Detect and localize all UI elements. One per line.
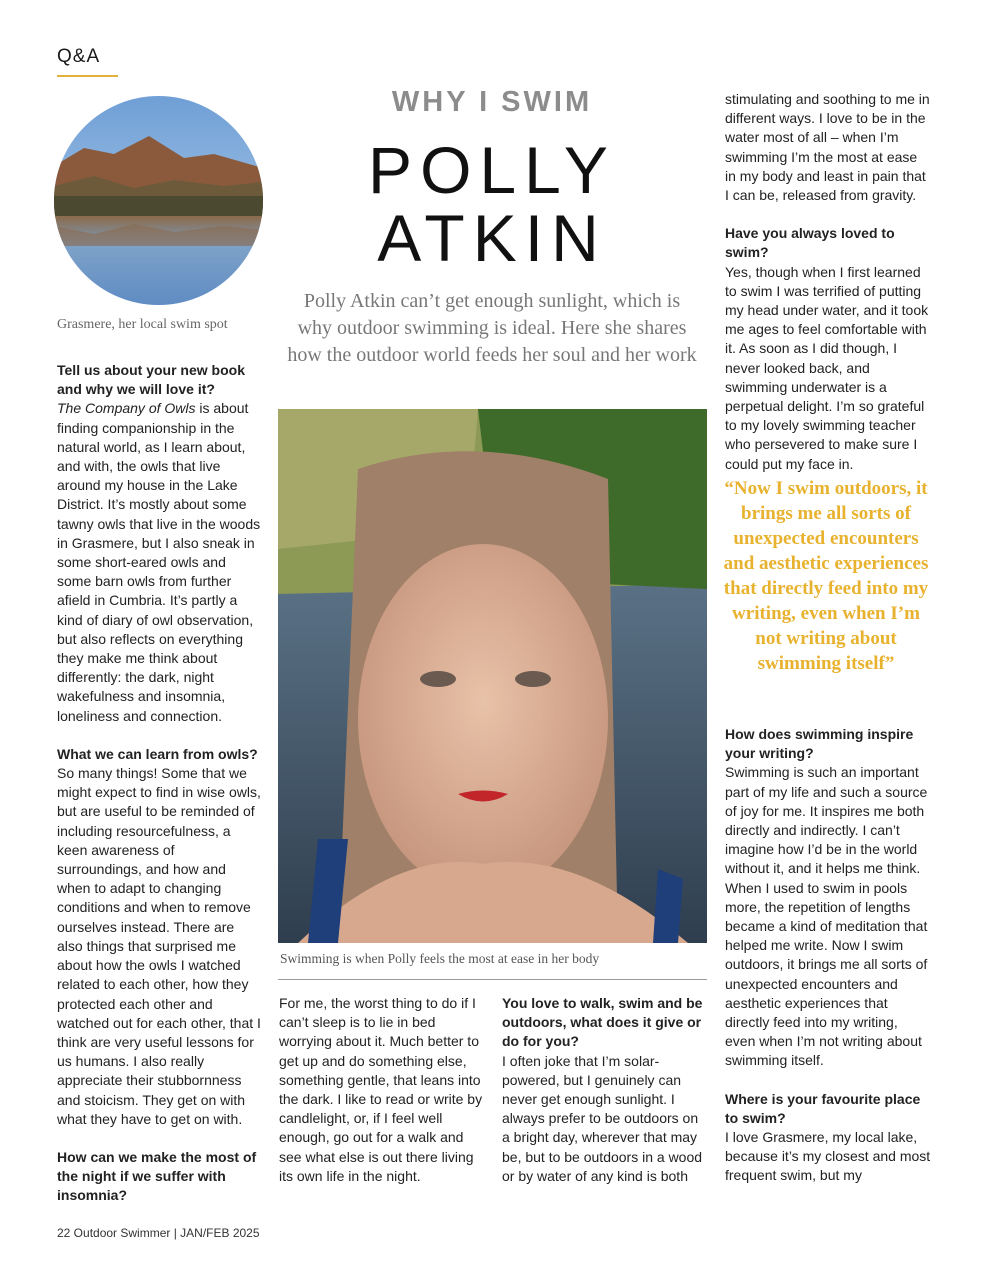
answer-text: Yes, though when I first learned to swim I was terrified of putting my head under water, and it took me ages to feel comfortable with it. As soon as I did though, I never looked back, and swimming underwater is a perpetual delight. I’m so grateful to my lovely swimming teacher who persevered to make sure I could put my face in.	[725, 263, 929, 472]
article-column-1	[57, 361, 261, 1225]
portrait-caption: Swimming is when Polly feels the most at ease in her body	[280, 951, 600, 966]
answer-text: stimulating and soothing to me in different ways. I love to be in the water most of all – when I’m swimming I’m the most at ease in my body and least in pain that I can be, released from gravity.	[725, 91, 930, 204]
title-line-1: POLLY	[368, 133, 616, 207]
book-title: The Company of Owls	[57, 400, 196, 417]
grasmere-photo	[54, 96, 263, 305]
caption-divider	[278, 979, 707, 980]
question-heading: Have you always loved to swim?	[725, 225, 895, 261]
question-heading: Tell us about your new book and why we will love it?	[57, 362, 245, 398]
section-label: Q&A	[57, 46, 101, 67]
article-column-4	[725, 90, 931, 493]
question-heading: How does swimming inspire your writing?	[725, 726, 914, 762]
answer-text: I often joke that I’m solar-powered, but I genuinely can never get enough sunlight. I always prefer to be outdoors on a bright day, wherever that may be, but to be outdoors in a wood or by water of any kind is both	[502, 1052, 703, 1184]
title-line-2: ATKIN	[377, 201, 607, 275]
page-footer: 22 Outdoor Swimmer | JAN/FEB 2025	[57, 1226, 260, 1240]
answer-text: is about finding companionship in the natural world, as I learn about, and with, the owls that live around my house in the Lake District. It’s mostly about some tawny owls that live in the woods in Grasmere, but I also sneak in some short-eared owls and some barn owls from further afield in Cumbria. It’s partly a kind of diary of owl observation, but also reflects on everything they make me think about differently: the dark, night wakefulness and insomnia, loneliness and connection.	[57, 400, 261, 724]
question-heading: Where is your favourite place to swim?	[725, 1090, 921, 1126]
article-column-3	[502, 994, 706, 1205]
answer-text: So many things! Some that we might expect to find in wise owls, but are useful to be reminded of including resourcefulness, a keen awareness of surroundings, and how and when to adapt to changing conditions and when to remove ourselves instead. There are also things that surprised me about how the owls I watched related to each other, how they protected each other and watched out for each other, that I think are very useful lessons for us humans. I also really appreciate their stubbornness and stoicism. They get on with what they have to get on with.	[57, 765, 261, 1127]
question-heading: How can we make the most of the night if we suffer with insomnia?	[57, 1148, 257, 1204]
portrait-illustration	[278, 409, 707, 943]
answer-text: Swimming is such an important part of my life and such a source of joy for me. It inspires me both directly and indirectly. I can’t imagine how I’d be in the world without it, and it helps me think. When I used to swim in pools more, the repetition of lengths became a kind of meditation that helped me write. Now I swim outdoors, it brings me all sorts of unexpected encounters and aesthetic experiences that directly feed into my writing, even when I’m not writing about swimming itself.	[725, 764, 928, 1069]
answer-text: For me, the worst thing to do if I can’t sleep is to lie in bed worrying about it. Much better to get up and do something else, something gentle, that leans into the dark. I like to read or write by candlelight, or, if I feel well enough, go out for a walk and see what else is out there living its own life in the night.	[279, 995, 483, 1184]
article-column-2	[279, 994, 483, 1205]
kicker: WHY I SWIM	[391, 86, 593, 118]
standfirst: Polly Atkin can’t get enough sunlight, which is why outdoor swimming is ideal. Here she shares how the outdoor world feeds her soul and her work	[287, 290, 697, 366]
answer-text: I love Grasmere, my local lake, because it’s my closest and most frequent swim, but my	[725, 1129, 931, 1184]
page-title	[278, 133, 706, 275]
question-heading: You love to walk, swim and be outdoors, what does it give or do for you?	[502, 995, 703, 1050]
question-heading: What we can learn from owls?	[57, 745, 258, 762]
pull-quote: “Now I swim outdoors, it brings me all sorts of unexpected encounters and aesthetic experiences that directly feed into my writing, even when I’m not writing about swimming itself”	[723, 478, 929, 674]
circle-photo-caption: Grasmere, her local swim spot	[57, 317, 228, 332]
portrait-photo	[278, 409, 707, 943]
section-underline	[57, 75, 118, 77]
lake-illustration	[54, 96, 263, 305]
article-column-4-lower	[725, 725, 931, 1205]
